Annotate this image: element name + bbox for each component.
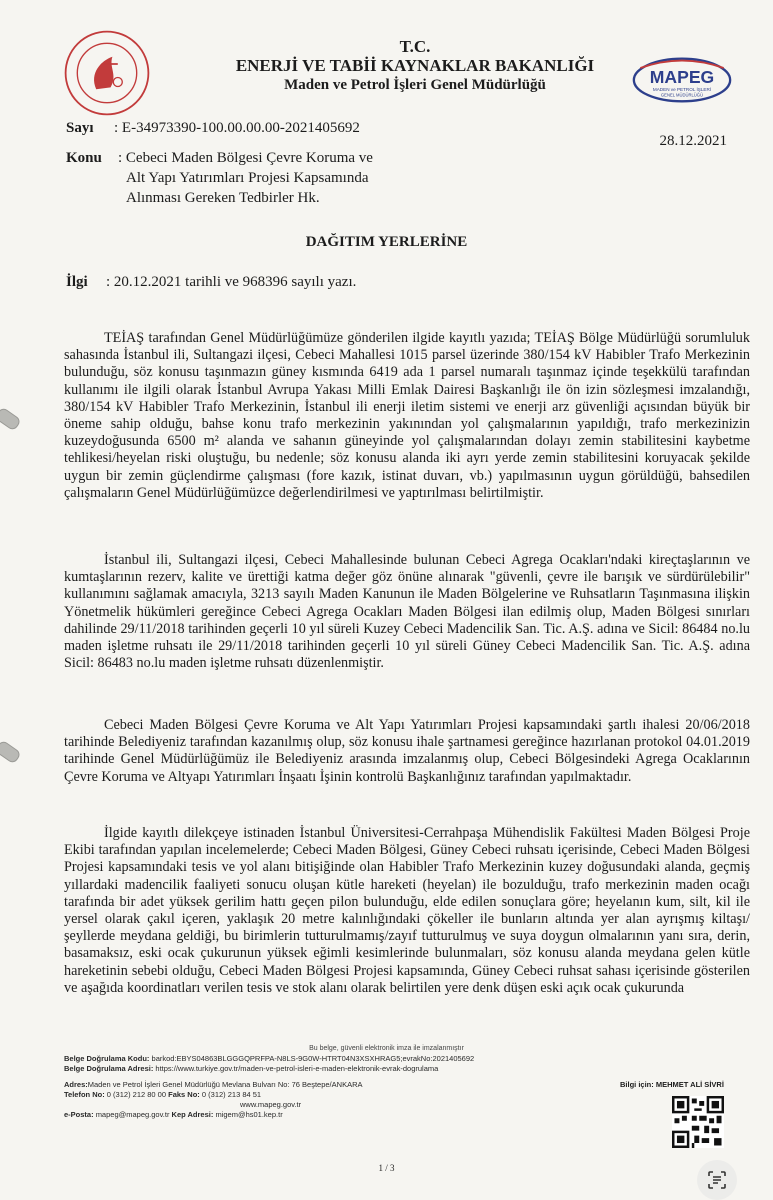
konu-label: Konu [66, 150, 102, 166]
header-tc: T.C. [399, 37, 431, 56]
distribution-heading: DAĞITIM YERLERİNE [305, 234, 468, 250]
address-label: Adres: [64, 1080, 88, 1089]
ilgi-value: : 20.12.2021 tarihli ve 968396 sayılı yazı. [106, 274, 357, 290]
konu-line: : Cebeci Maden Bölgesi Çevre Koruma ve [118, 150, 373, 166]
email-value[interactable]: mapeg@mapeg.gov.tr [95, 1110, 170, 1119]
footer-phone [64, 1090, 261, 1100]
sayi-label: Sayı [66, 120, 94, 136]
kep-value[interactable]: migem@hs01.kep.tr [215, 1110, 283, 1119]
footer-verify-address [64, 1064, 438, 1074]
footer-web[interactable]: www.mapeg.gov.tr [240, 1100, 302, 1109]
phone-label: Telefon No: [64, 1090, 105, 1099]
body-paragraph-4: İlgide kayıtlı dilekçeye istinaden İstanbul Üniversitesi-Cerrahpaşa Mühendislik Fakültesi Maden Bölgesi Proje Ekibi tarafından yapılan incelemelerde; Cebeci Maden Bölgesi, Güney Cebeci ruhsatı içerisinde, Cebeci Maden Bölgesi Projesi kapsamındaki tesis ve yol alanı bitişiğinde olan Habibler Trafo Merkezinin kuzey doğusundaki alanda, geçmiş yıllardaki madencilik faaliyeti sonucu oluşan kütle hareketi (heyelan) ile bozulduğu, trafo merkezinin maden ocağı tarafında bir adet yüksek gerilim hattı geçen pilon bulunduğu, elde edilen sonuçlara göre; heyelanın kum, silt, kil ile yersel olarak çakıl içeren, yaklaşık 20 metre kalınlığındaki çökeller ile bunların altında yer alan ayrışmış kiltaşı/şeyllerde meydana geldiği, bu birimlerin tutturulmamış/zayıf tutturulmuş ve suya doygun olmalarının yanı sıra, derin, basamaksız, eski ocak çukurunun yüksek eğimli kesimlerinde bulunmaları, söz konusu alanda meydana gelen kütle hareketinin sebebi olduğu, Cebeci Maden Bölgesi Projesi kapsamında, Güney Cebeci ruhsat sahası içerisinde gösterilen ve aşağıda koordinatları verilen tesis ve stok alanı olarak belirtilen yere denk düşen eski açık ocak çukurunda [64, 825, 750, 996]
header-department: Maden ve Petrol İşleri Genel Müdürlüğü [284, 77, 546, 93]
logo-subtitle-2: GENEL MÜDÜRLÜĞÜ [660, 92, 704, 98]
body-paragraph-3: Cebeci Maden Bölgesi Çevre Koruma ve Alt Yapı Yatırımları Projesi kapsamındaki şartlı ihalesi 20/06/2018 tarihinde Belediyeniz tarafından kazanılmış olup, söz konusu ihale şartnamesi gereğince hazırlanan protokol 04.01.2019 tarihinde Genel Müdürlüğümüz ile Belediyeniz arasında imzalanmış olup, Cebeci Bölgesindeki Agrega Ocaklarının Çevre Koruma ve Altyapı Yatırımları İnşaatı İşinin kontrolü Başkanlığınız tarafından yapılmaktadır. [64, 717, 750, 785]
text-scan-button[interactable] [697, 1160, 737, 1200]
body-paragraph-1: TEİAŞ tarafından Genel Müdürlüğümüze gönderilen ilgide kayıtlı yazıda; TEİAŞ Bölge Müdürlüğü sorumluluk sahasında İstanbul ili, Sultangazi ilçesi, Cebeci Mahallesi 1015 parsel üzerinde 380/154 kV Habibler Trafo Merkezinin bulunduğu, söz konusu taşınmazın güney kısmında 6419 ada 1 parsel numaralı taşınmaz içinde teşekkülü tarafından kullanımı ile ilgili olarak İstanbul Avrupa Yakası Milli Emlak Dairesi Başkanlığı ile ön izin sözleşmesi imzalandığı, 380/154 kV Habibler Trafo Merkezinin, İstanbul ili enerji iletim sistemi ve enerji arz güvenliği açısından büyük bir öneme sahip olduğu, bahse konu trafo merkezinin yakınından yol çalışmalarının yapıldığı, trafo merkezinizin kuzeydoğusunda 6500 m² alanda ve sahanın güneyinde yol çalışmalarından dolayı zemin stabilitesini kaybetme tehlikesi/heyelan riski oluştuğu, bu nedenle; söz konusu alanda iki ayrı yerde zemin stabilitesini koruyacak şekilde uygun bir zemin güçlendirme çalışması (fore kazık, istinat duvarı, vb.) yapılmasının uygun görüldüğü, bahsedilen çalışmaların Genel Müdürlüğümüzce değerlendirilmesi ve yaptırılması belirtilmiştir. [64, 330, 750, 501]
binder-hole-top [0, 406, 22, 431]
e-signature-note: Bu belge, güvenli elektronik imza ile imzalanmıştır [309, 1045, 464, 1052]
info-label: Bilgi için: [620, 1080, 654, 1089]
konu-subject [118, 148, 498, 208]
email-label: e-Posta: [64, 1110, 94, 1119]
verify-address-label: Belge Doğrulama Adresi: [64, 1064, 154, 1073]
header-ministry: ENERJİ VE TABİİ KAYNAKLAR BAKANLIĞI [235, 56, 595, 75]
body-paragraph-2: İstanbul ili, Sultangazi ilçesi, Cebeci Mahallesinde bulunan Cebeci Agrega Ocakları'ndaki kireçtaşlarının ve kumtaşlarının rezerv, kalite ve ürettiği katma değer göz önüne alınarak "güvenli, çevre ile barışık ve sürdürülebilir" kullanımını sağlamak amacıyla, 3213 sayılı Maden Kanunun ile Maden Bölgelerine ve Ruhsatların Taşınmasına ilişkin Yönetmelik hükümleri gereğince Cebeci Agrega Ocakları Maden Bölgesi ilan edilmiş olup, Maden Bölgesi sınırları dahilinde 29/11/2018 tarihinden geçerli 10 yıl süreli Kuzey Cebeci Madencilik San. Tic. A.Ş. adına ve Sicil: 86484 no.lu maden işletme ruhsatı ile 29/11/2018 tarihinden geçerli 10 yıl süreli Güney Cebeci Madencilik San. Tic. A.Ş. adına Sicil: 86483 no.lu maden işletme ruhsatı düzenlenmiştir. [64, 552, 750, 672]
mapeg-logo [631, 55, 733, 105]
konu-line: Alınması Gereken Tedbirler Hk. [126, 190, 320, 206]
info-contact [620, 1080, 724, 1089]
sayi-value: : E-34973390-100.00.00.00-2021405692 [114, 120, 360, 136]
document-date: 28.12.2021 [659, 133, 727, 149]
text-scan-icon [707, 1170, 727, 1190]
konu-label-row [66, 148, 114, 168]
phone-value: 0 (312) 212 80 00 [106, 1090, 167, 1099]
page-number: 1 / 3 [378, 1163, 395, 1173]
verify-address[interactable]: https://www.turkiye.gov.tr/maden-ve-petrol-isleri-e-maden-elektronik-evrak-dogrulama [155, 1064, 439, 1073]
verify-code: barkod:EBYS04863BLGGGQPRFPA-N8LS-9G0W-HTRT04N3XSXHRAG5;evrakNo:2021405692 [151, 1054, 475, 1063]
logo-subtitle-1: MADEN ve PETROL İŞLERİ [652, 87, 712, 93]
letterhead [200, 38, 630, 95]
ministry-seal-icon [62, 28, 152, 118]
kep-label: Kep Adresi: [171, 1110, 214, 1119]
footer-email [64, 1110, 283, 1120]
address-value: Maden ve Petrol İşleri Genel Müdürlüğü Mevlana Bulvarı No: 76 Beştepe/ANKARA [87, 1080, 363, 1089]
fax-value: 0 (312) 213 84 51 [201, 1090, 262, 1099]
footer-verify-code [64, 1054, 474, 1064]
binder-hole-bottom [0, 739, 22, 764]
ilgi-label: İlgi [66, 274, 88, 290]
fax-label: Faks No: [168, 1090, 200, 1099]
verify-code-label: Belge Doğrulama Kodu: [64, 1054, 150, 1063]
footer-address [64, 1080, 363, 1090]
konu-line: Alt Yapı Yatırımları Projesi Kapsamında [126, 170, 369, 186]
logo-text: MAPEG [649, 66, 715, 87]
info-name: MEHMET ALİ SİVRİ [655, 1080, 724, 1089]
qr-code-icon [672, 1096, 724, 1148]
sayi-row [66, 118, 360, 138]
ilgi-row [66, 274, 356, 291]
